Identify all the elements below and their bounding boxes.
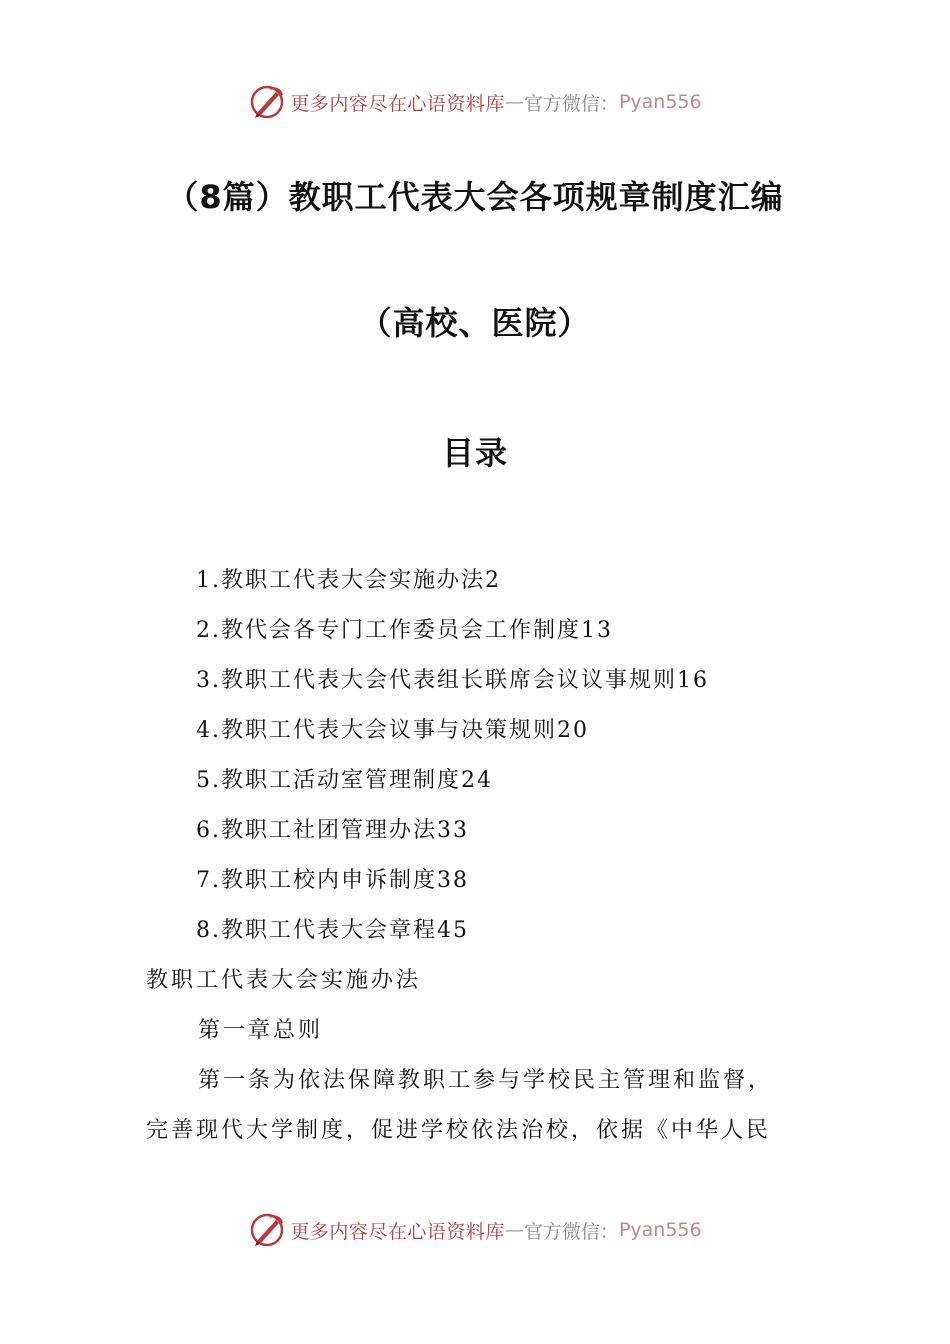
- watermark-wechat-id: Pyan556: [618, 91, 702, 113]
- toc-item[interactable]: 7.教职工校内申诉制度38: [196, 868, 469, 893]
- watermark-separator: —: [504, 91, 524, 113]
- toc-item[interactable]: 6.教职工社团管理办法33: [196, 818, 469, 843]
- document-subtitle: （高校、医院）: [359, 304, 591, 342]
- toc-item[interactable]: 5.教职工活动室管理制度24: [196, 768, 493, 793]
- toc-item[interactable]: 3.教职工代表大会代表组长联席会议议事规则16: [196, 668, 709, 693]
- section-title: 教职工代表大会实施办法: [146, 968, 422, 993]
- toc-item[interactable]: 2.教代会各专门工作委员会工作制度13: [196, 618, 613, 643]
- watermark-wechat-id: Pyan556: [618, 1219, 702, 1241]
- toc-item[interactable]: 8.教职工代表大会章程45: [196, 918, 469, 943]
- watermark-wechat-label: 官方微信：: [523, 1220, 619, 1243]
- table-of-contents: [196, 562, 709, 962]
- watermark-separator: —: [504, 1219, 524, 1241]
- toc-heading: 目录: [441, 434, 508, 472]
- article-text-line: 第一条为依法保障教职工参与学校民主管理和监督，: [198, 1068, 774, 1093]
- article-text-line: 完善现代大学制度，促进学校依法治校，依据《中华人民: [146, 1118, 772, 1143]
- watermark-wechat-label: 官方微信：: [523, 92, 619, 115]
- pen-logo-icon: [248, 1211, 286, 1249]
- document-title: （8篇）教职工代表大会各项规章制度汇编: [166, 178, 784, 216]
- pen-logo-icon: [248, 83, 286, 121]
- watermark-brand-text: 更多内容尽在心语资料库: [290, 1220, 505, 1243]
- toc-item[interactable]: 1.教职工代表大会实施办法2: [196, 568, 501, 593]
- header-watermark: [0, 80, 950, 124]
- watermark-brand-text: 更多内容尽在心语资料库: [290, 92, 505, 115]
- footer-watermark: [0, 1208, 950, 1252]
- chapter-heading: 第一章总则: [198, 1018, 324, 1043]
- toc-item[interactable]: 4.教职工代表大会议事与决策规则20: [196, 718, 589, 743]
